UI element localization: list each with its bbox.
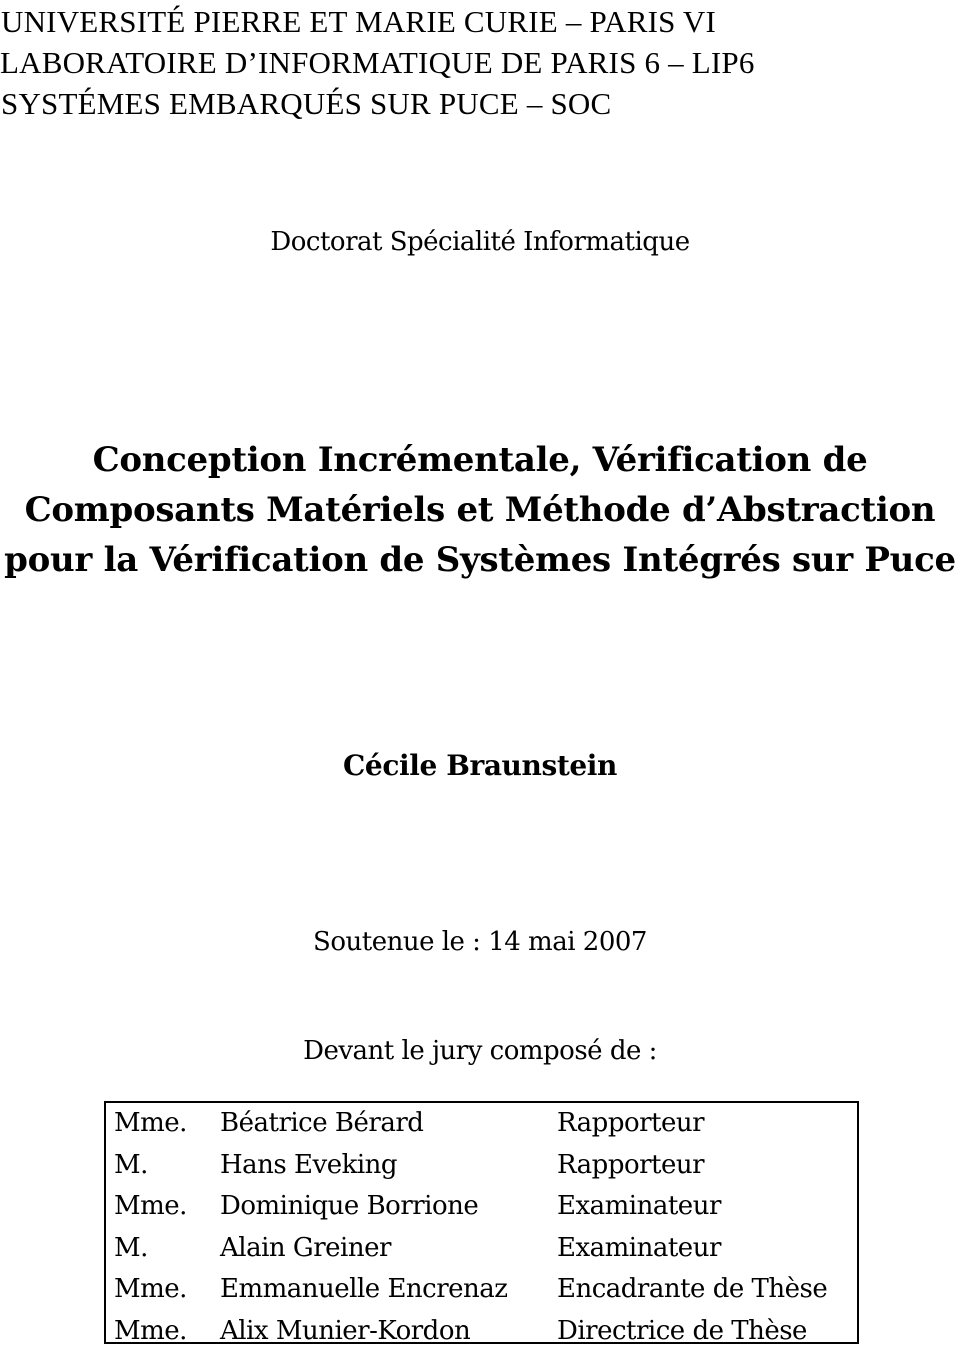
jury-member-title: M. [114,1232,148,1263]
jury-row [114,1228,847,1270]
jury-member-title: Mme. [114,1315,187,1346]
jury-table [114,1103,847,1352]
jury-member-role: Encadrante de Thèse [557,1274,828,1304]
jury-row [114,1103,847,1145]
jury-member-name: Dominique Borrione [220,1191,479,1221]
jury-member-name: Emmanuelle Encrenaz [220,1274,508,1304]
thesis-title-line: pour la Vérification de Systèmes Intégrés sur Puce [4,540,956,580]
thesis-title-line: Conception Incrémentale, Vérification de [92,440,868,480]
jury-member-title: M. [114,1149,148,1180]
laboratory-name: LABORATOIRE D’INFORMATIQUE DE PARIS 6 – LIP6 [0,45,755,80]
jury-member-role: Rapporteur [557,1149,705,1180]
thesis-title [0,435,960,585]
jury-member-role: Examinateur [557,1191,721,1221]
jury-row [114,1145,847,1187]
jury-row [114,1311,847,1353]
jury-member-title: Mme. [114,1191,187,1221]
jury-box [104,1101,859,1344]
jury-member-name: Hans Eveking [220,1149,398,1180]
jury-member-title: Mme. [114,1108,187,1138]
jury-member-name: Alain Greiner [220,1232,391,1263]
doctorate-specialty: Doctorat Spécialité Informatique [270,227,690,257]
institution-header [0,0,960,124]
jury-member-name: Béatrice Bérard [220,1108,424,1138]
team-name: SYSTÉMES EMBARQUÉS SUR PUCE – SOC [1,86,612,121]
thesis-title-line: Composants Matériels et Méthode d’Abstraction [24,490,936,530]
defense-date: Soutenue le : 14 mai 2007 [313,927,647,957]
jury-member-role: Directrice de Thèse [557,1315,807,1346]
jury-member-role: Rapporteur [557,1108,705,1138]
jury-member-role: Examinateur [557,1232,721,1263]
jury-row [114,1269,847,1311]
jury-intro: Devant le jury composé de : [303,1036,657,1066]
jury-row [114,1186,847,1228]
author-name: Cécile Braunstein [343,749,617,782]
jury-member-name: Alix Munier-Kordon [220,1315,471,1346]
university-name: UNIVERSITÉ PIERRE ET MARIE CURIE – PARIS VI [1,4,717,39]
jury-member-title: Mme. [114,1274,187,1304]
